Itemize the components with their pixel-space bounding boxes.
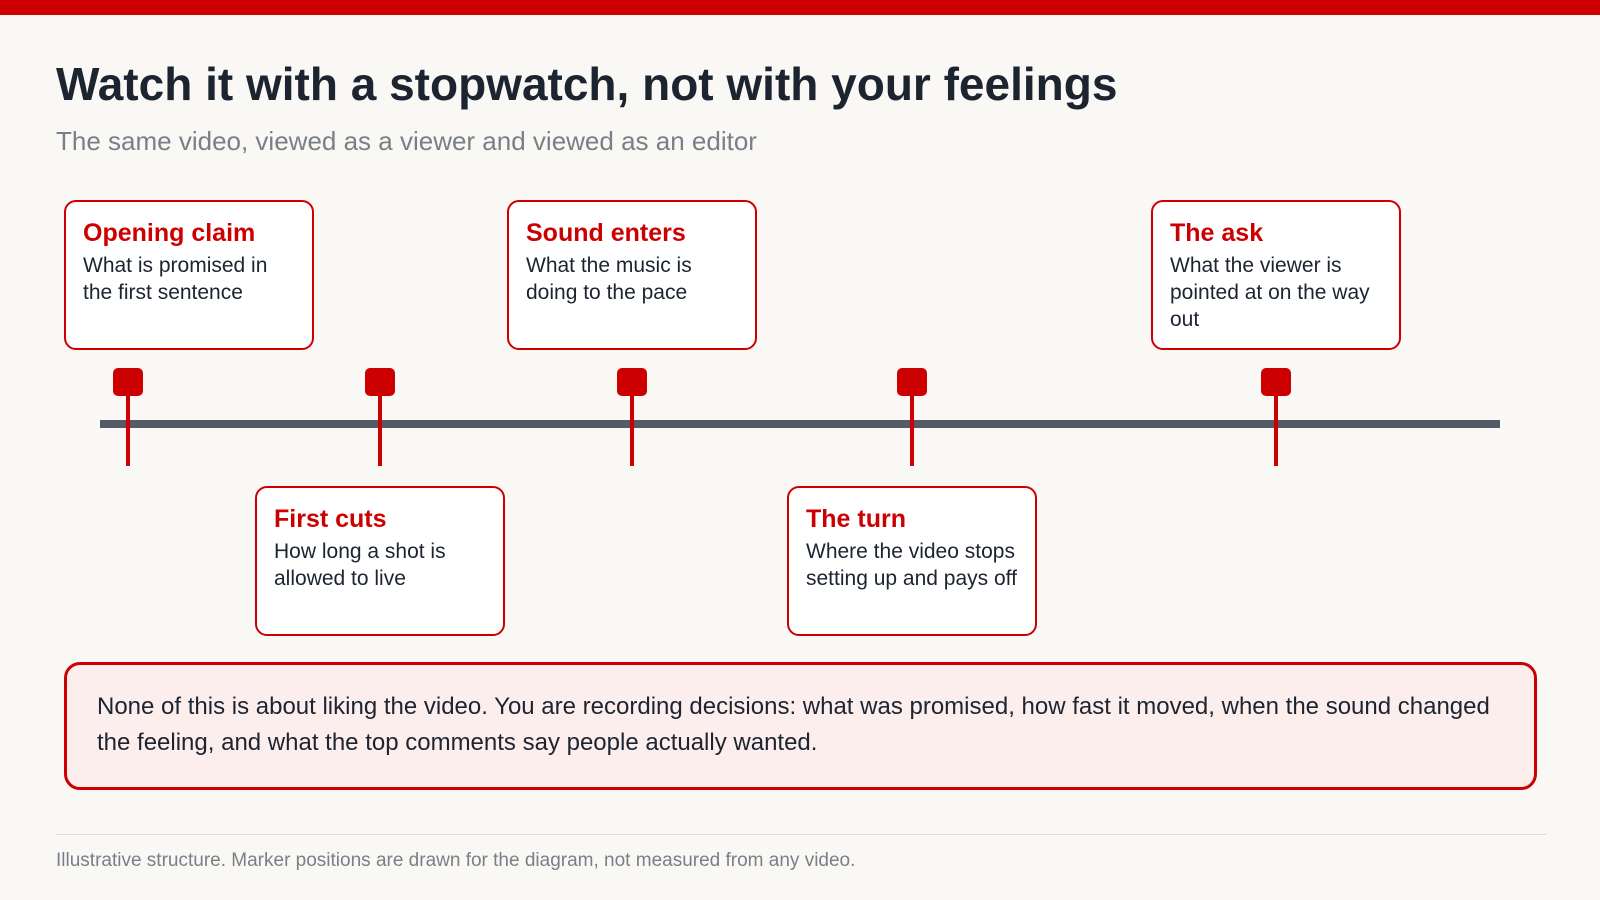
marker-card-first-cuts [255,486,505,636]
marker-card-title: First cuts [274,505,387,533]
marker-flag [365,368,395,396]
page-title: Watch it with a stopwatch, not with your feelings [56,58,1118,110]
marker-flag [617,368,647,396]
marker-card-opening-claim [64,200,314,350]
top-accent-bar [0,0,1600,15]
marker-card-body: What the music is doing to the pace [526,254,692,304]
marker-card-body: What the viewer is pointed at on the way out [1170,254,1370,331]
marker-card-title: Sound enters [526,219,686,247]
key-takeaway-callout: None of this is about liking the video. You are recording decisions: what was promised, how fast it moved, when the sound changed the feeling, and what the top comments say people actually wanted. [64,662,1537,790]
marker-flag [1261,368,1291,396]
footer-divider [56,834,1546,835]
timeline-marker-the-turn [897,368,927,466]
timeline-marker-first-cuts [365,368,395,466]
marker-card-title: The ask [1170,219,1264,247]
marker-flag [113,368,143,396]
marker-card-title: Opening claim [83,219,256,247]
timeline-marker-opening-claim [113,368,143,466]
marker-card-title: The turn [806,505,906,533]
marker-card-sound-enters [507,200,757,350]
footnote: Illustrative structure. Marker positions are drawn for the diagram, not measured from any video. [56,850,856,871]
marker-card-body: How long a shot is allowed to live [274,540,446,590]
timeline-marker-sound-enters [617,368,647,466]
timeline-marker-the-ask [1261,368,1291,466]
marker-flag [897,368,927,396]
marker-card-the-turn [787,486,1037,636]
marker-card-body: What is promised in the first sentence [83,254,268,304]
page-subtitle: The same video, viewed as a viewer and viewed as an editor [56,126,757,156]
marker-card-body: Where the video stops setting up and pays off [806,540,1017,590]
marker-card-the-ask [1151,200,1401,350]
